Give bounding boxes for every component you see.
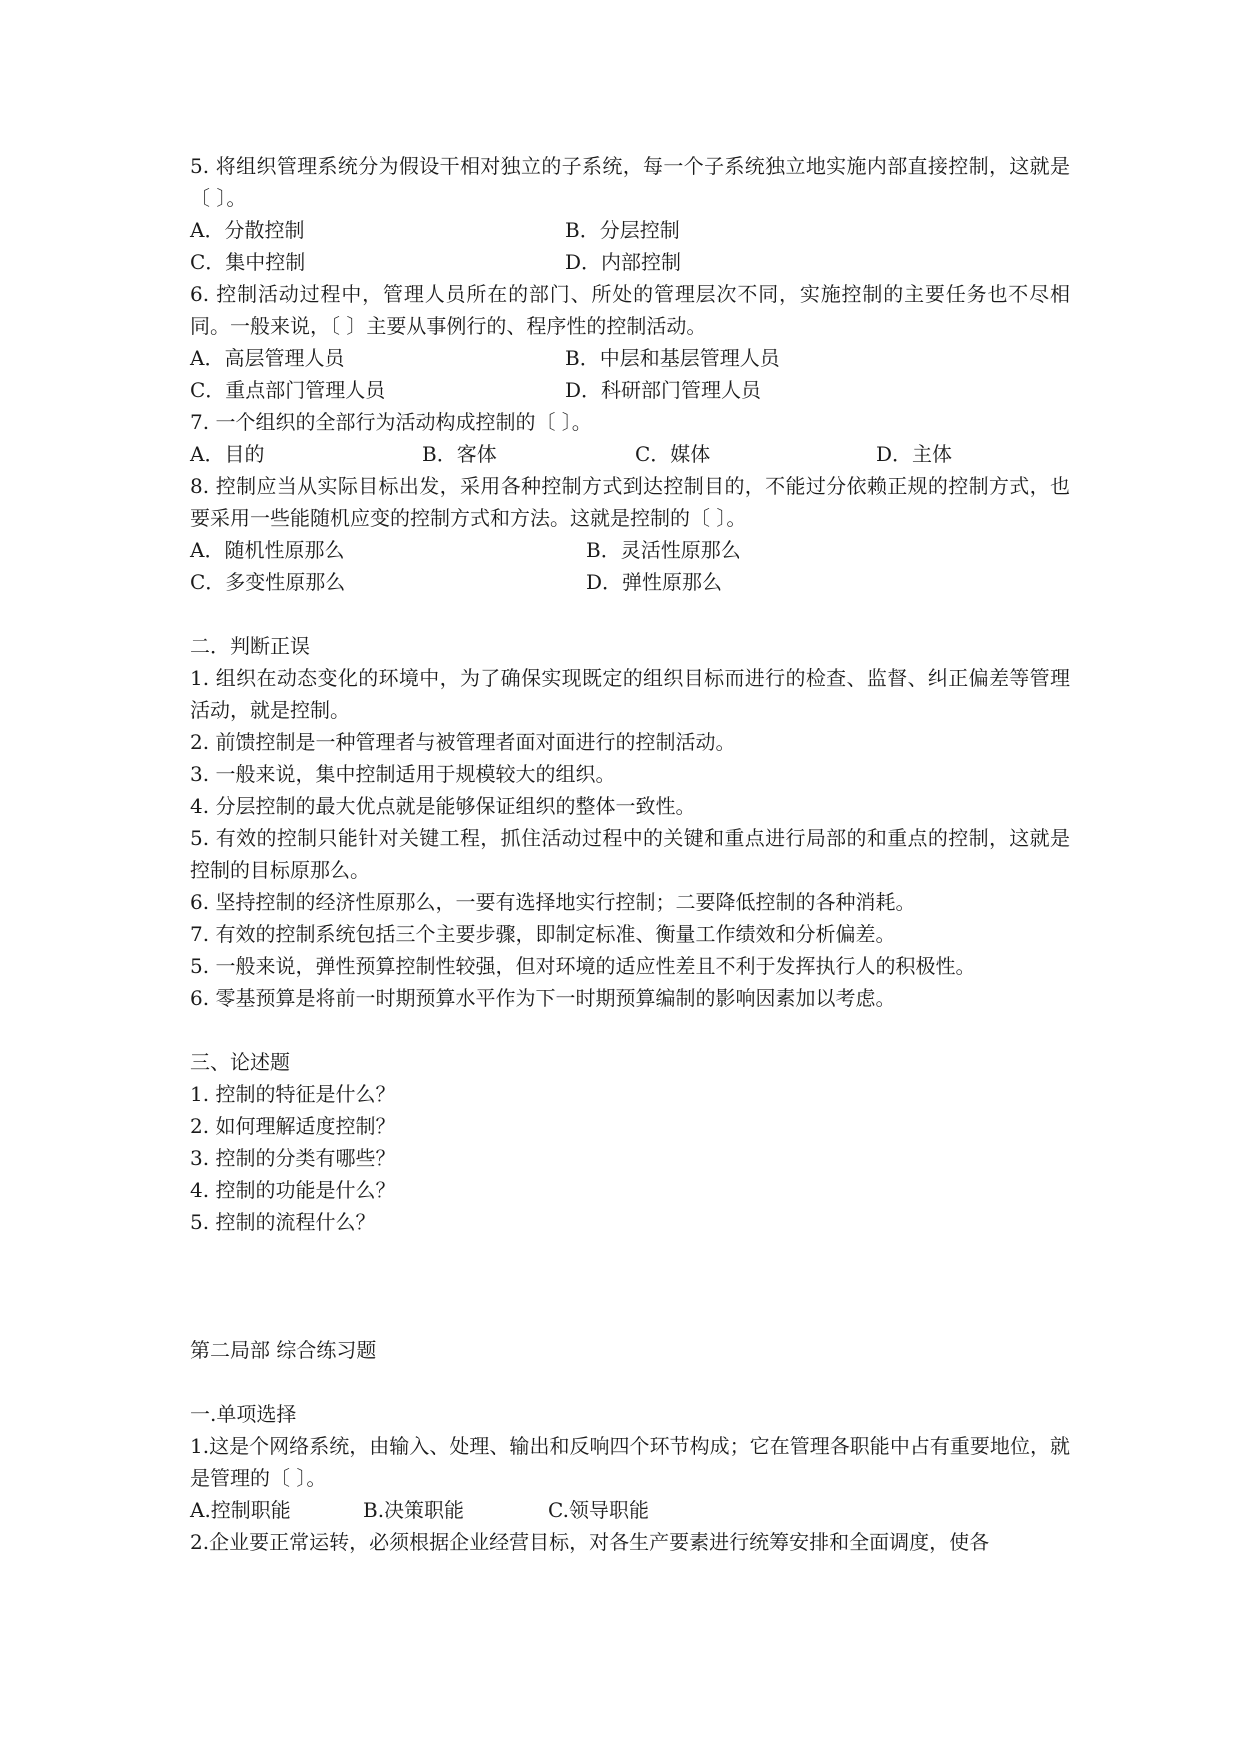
option-c: C.领导职能 (548, 1498, 649, 1522)
question-6-options-row-1 (190, 342, 1070, 374)
option-b: B．分层控制 (565, 218, 680, 242)
question-5-options-row-1 (190, 214, 1070, 246)
section-2-title: 二．判断正误 (190, 634, 310, 658)
option-b: B．客体 (422, 442, 497, 466)
option-d: D．内部控制 (565, 250, 682, 274)
judge-item-9: 6. 零基预算是将前一时期预算水平作为下一时期预算编制的影响因素加以考虑。 (190, 986, 896, 1010)
essay-item-1: 1. 控制的特征是什么？ (190, 1082, 396, 1106)
option-d: D．科研部门管理人员 (565, 378, 762, 402)
option-a: A.控制职能 (190, 1498, 291, 1522)
question-7: 7. 一个组织的全部行为活动构成控制的〔 〕。 (190, 410, 592, 434)
judge-item-5: 5. 有效的控制只能针对关键工程，抓住活动过程中的关键和重点进行局部的和重点的控制，这就是控制的目标原那么。 (190, 826, 1070, 882)
essay-item-5: 5. 控制的流程什么？ (190, 1210, 376, 1234)
document-page (190, 150, 1070, 1558)
part-2-subtitle: 一.单项选择 (190, 1402, 297, 1426)
option-a: A．高层管理人员 (190, 346, 345, 370)
option-a: A．随机性原那么 (190, 538, 345, 562)
option-c: C．媒体 (635, 442, 711, 466)
option-c: C．多变性原那么 (190, 570, 346, 594)
question-6-options-row-2 (190, 374, 1070, 406)
option-b: B.决策职能 (363, 1498, 465, 1522)
judge-item-1: 1. 组织在动态变化的环境中，为了确保实现既定的组织目标而进行的检查、监督、纠正偏差等管理活动，就是控制。 (190, 666, 1070, 722)
question-8: 8. 控制应当从实际目标出发，采用各种控制方式到达控制目的，不能过分依赖正规的控制方式，也要采用一些能随机应变的控制方式和方法。这就是控制的〔 〕。 (190, 474, 1070, 530)
option-a: A．目的 (190, 442, 265, 466)
essay-item-2: 2. 如何理解适度控制？ (190, 1114, 396, 1138)
essay-item-3: 3. 控制的分类有哪些？ (190, 1146, 396, 1170)
part-2-question-1-options (190, 1494, 1070, 1526)
question-6: 6. 控制活动过程中，管理人员所在的部门、所处的管理层次不同，实施控制的主要任务也不尽相同。一般来说，〔 〕主要从事例行的、程序性的控制活动。 (190, 282, 1070, 338)
option-a: A．分散控制 (190, 218, 305, 242)
judge-item-8: 5. 一般来说，弹性预算控制性较强，但对环境的适应性差且不利于发挥执行人的积极性。 (190, 954, 976, 978)
option-d: D．主体 (876, 442, 953, 466)
judge-item-6: 6. 坚持控制的经济性原那么，一要有选择地实行控制；二要降低控制的各种消耗。 (190, 890, 916, 914)
section-3-title: 三、论述题 (190, 1050, 290, 1074)
judge-item-7: 7. 有效的控制系统包括三个主要步骤，即制定标准、衡量工作绩效和分析偏差。 (190, 922, 896, 946)
judge-item-2: 2. 前馈控制是一种管理者与被管理者面对面进行的控制活动。 (190, 730, 736, 754)
question-7-options (190, 438, 1070, 470)
question-8-options-row-1 (190, 534, 1070, 566)
option-b: B．灵活性原那么 (586, 538, 741, 562)
part-2-question-2: 2.企业要正常运转，必须根据企业经营目标，对各生产要素进行统筹安排和全面调度，使各 (190, 1530, 990, 1554)
question-8-options-row-2 (190, 566, 1070, 598)
option-d: D．弹性原那么 (586, 570, 723, 594)
option-c: C．集中控制 (190, 250, 306, 274)
question-5-options-row-2 (190, 246, 1070, 278)
option-c: C．重点部门管理人员 (190, 378, 386, 402)
part-2-title: 第二局部 综合练习题 (190, 1338, 377, 1362)
judge-item-3: 3. 一般来说，集中控制适用于规模较大的组织。 (190, 762, 616, 786)
option-b: B．中层和基层管理人员 (565, 346, 780, 370)
part-2-question-1: 1.这是个网络系统，由输入、处理、输出和反响四个环节构成；它在管理各职能中占有重要地位，就是管理的〔 〕。 (190, 1434, 1070, 1490)
question-5: 5. 将组织管理系统分为假设干相对独立的子系统，每一个子系统独立地实施内部直接控制，这就是〔 〕。 (190, 154, 1070, 210)
judge-item-4: 4. 分层控制的最大优点就是能够保证组织的整体一致性。 (190, 794, 696, 818)
essay-item-4: 4. 控制的功能是什么？ (190, 1178, 396, 1202)
